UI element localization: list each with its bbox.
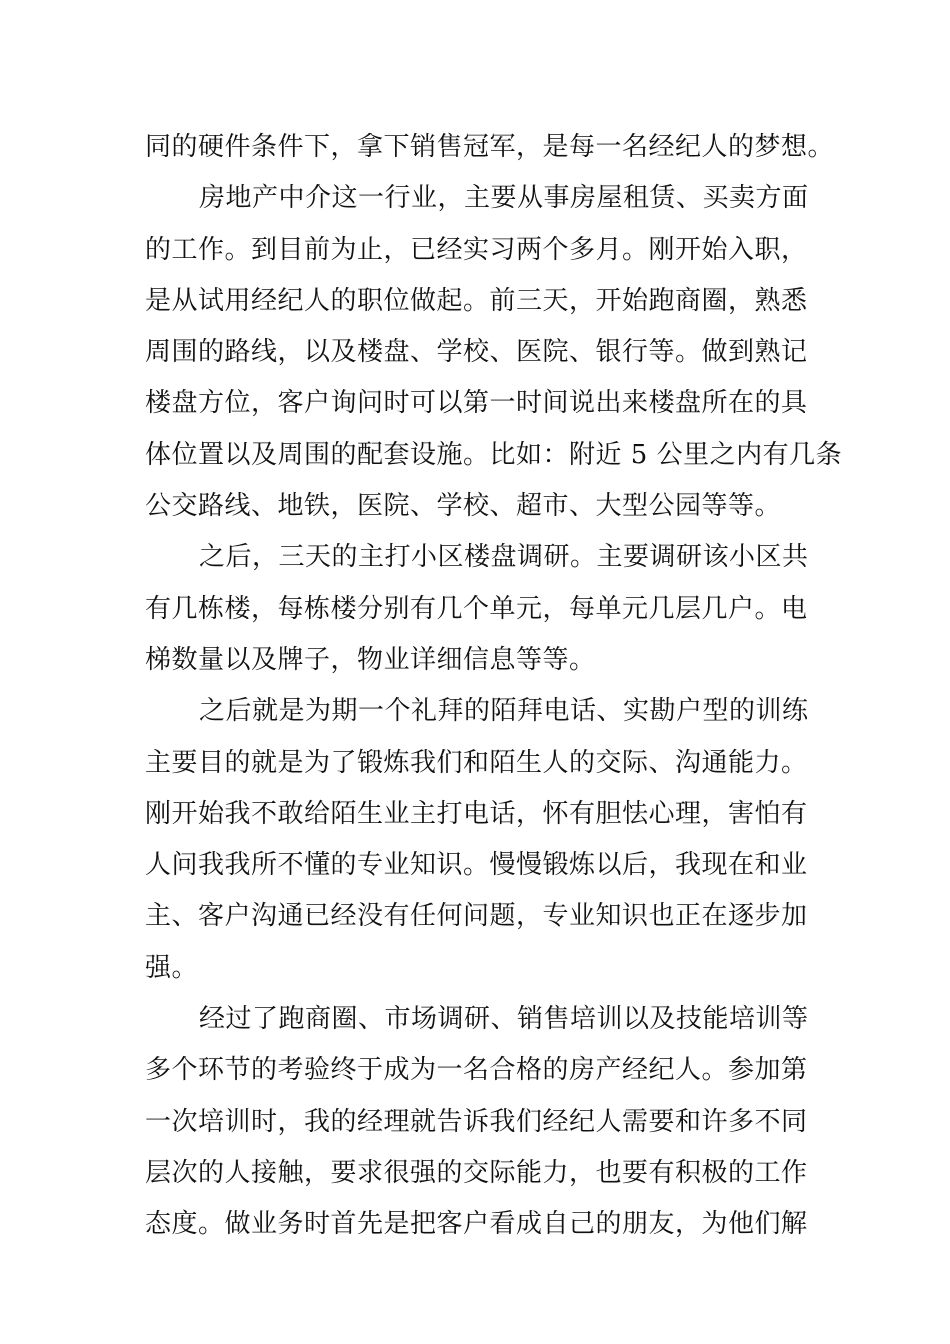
text-line: 多个环节的考验终于成为一名合格的房产经纪人。参加第 [145,1055,808,1086]
text-line: 经过了跑商圈、市场调研、销售培训以及技能培训等 [199,1004,809,1035]
text-line: 人问我我所不懂的专业知识。慢慢锻炼以后，我现在和业 [145,850,808,881]
text-line: 同的硬件条件下，拿下销售冠军，是每一名经纪人的梦想。 [145,132,835,162]
text-line: 楼盘方位，客户询问时可以第一时间说出来楼盘所在的具 [145,388,808,419]
text-line: 一次培训时，我的经理就告诉我们经纪人需要和许多不同 [145,1106,808,1137]
text-line: 周围的路线，以及楼盘、学校、医院、银行等。做到熟记 [145,337,808,368]
text-line: 主要目的就是为了锻炼我们和陌生人的交际、沟通能力。 [145,747,808,778]
document-body [145,122,843,1251]
text-line: 层次的人接触，要求很强的交际能力，也要有积极的工作 [145,1157,808,1188]
text-line: 公交路线、地铁，医院、学校、超市、大型公园等等。 [145,491,782,522]
text-line: 的工作。到目前为止，已经实习两个多月。刚开始入职， [145,234,808,265]
text-line: 体位置以及周围的配套设施。比如：附近 5 公里之内有几条 [145,439,843,470]
text-line: 态度。做业务时首先是把客户看成自己的朋友，为他们解 [145,1209,808,1240]
text-line: 是从试用经纪人的职位做起。前三天，开始跑商圈，熟悉 [145,285,808,316]
text-line: 梯数量以及牌子，物业详细信息等等。 [145,644,596,675]
text-line: 强。 [145,952,199,983]
text-line: 房地产中介这一行业，主要从事房屋租赁、买卖方面 [199,183,809,214]
text-line: 有几栋楼，每栋楼分别有几个单元，每单元几层几户。电 [145,593,808,624]
text-line: 刚开始我不敢给陌生业主打电话，怀有胆怯心理，害怕有 [145,798,808,829]
text-line: 之后，三天的主打小区楼盘调研。主要调研该小区共 [199,542,809,573]
text-line: 主、客户沟通已经没有任何问题，专业知识也正在逐步加 [145,901,808,932]
text-line: 之后就是为期一个礼拜的陌拜电话、实勘户型的训练 [199,696,809,727]
